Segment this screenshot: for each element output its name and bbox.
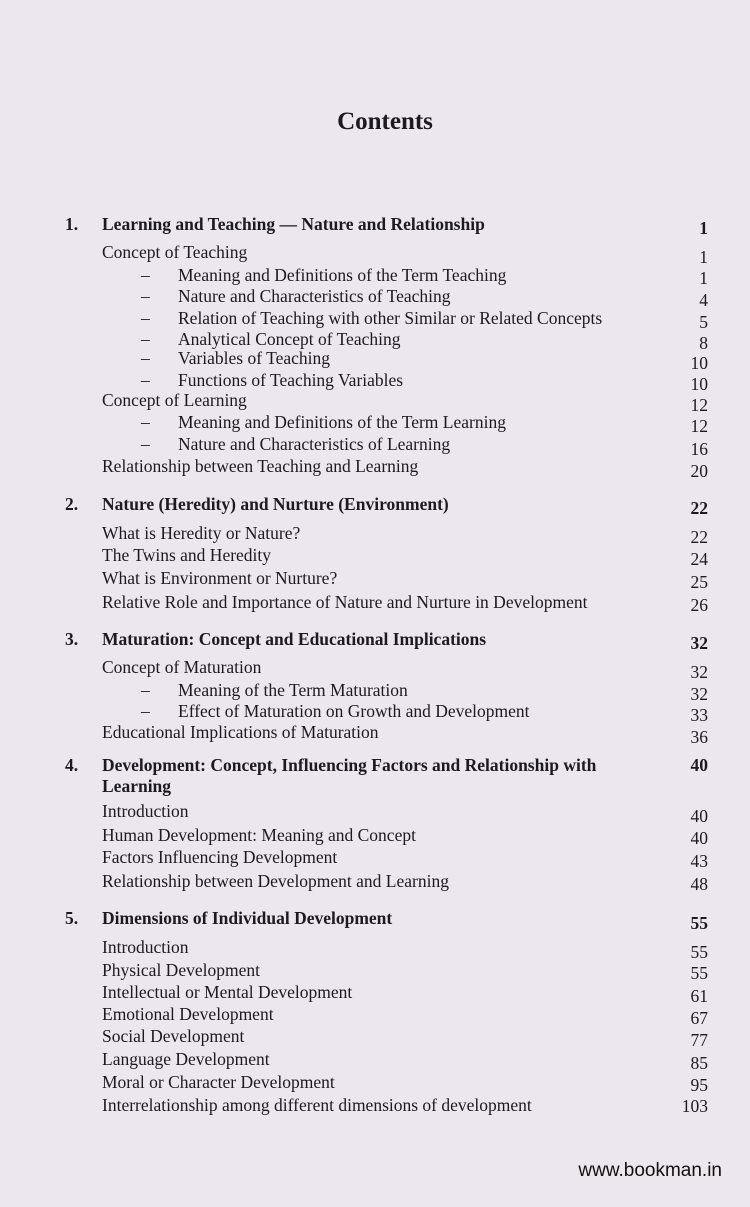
chapter-row [0, 493, 750, 518]
section-title: Interrelationship among different dimensions of development [102, 1095, 532, 1115]
chapter-page: 55 [690, 913, 708, 933]
section-page: 77 [690, 1030, 708, 1050]
dash-marker: – [141, 308, 150, 328]
section-row [0, 936, 750, 962]
subsection-row [0, 679, 750, 704]
subsection-row [0, 347, 750, 373]
subsection-page: 12 [690, 416, 708, 436]
section-row [0, 721, 750, 747]
section-page: 48 [690, 874, 708, 894]
chapter-title-continuation [0, 775, 750, 797]
chapter-title: Development: Concept, Influencing Factors and Relationship with [102, 755, 597, 775]
section-page: 22 [690, 527, 708, 547]
section-title: Introduction [102, 937, 189, 957]
section-page: 55 [690, 942, 708, 962]
section-title: The Twins and Heredity [102, 545, 272, 565]
chapter-number: 2. [65, 494, 79, 514]
dash-marker: – [141, 370, 150, 390]
section-page: 55 [690, 963, 708, 983]
subsection-title: Meaning of the Term Maturation [178, 680, 408, 700]
section-row [0, 567, 750, 592]
chapter-number: 3. [65, 629, 79, 649]
section-row [0, 1003, 750, 1028]
dash-marker: – [141, 265, 150, 285]
chapter-row [0, 754, 750, 776]
section-title: Factors Influencing Development [102, 847, 338, 867]
subsection-page: 5 [699, 312, 708, 332]
dash-marker: – [141, 286, 150, 306]
section-row [0, 455, 750, 481]
subsection-page: 32 [690, 684, 708, 704]
subsection-page: 10 [690, 353, 708, 373]
section-row [0, 241, 750, 267]
subsection-title: Relation of Teaching with other Similar or Related Concepts [178, 308, 603, 328]
section-row [0, 591, 750, 613]
section-title: Emotional Development [102, 1004, 274, 1024]
section-row [0, 1025, 750, 1050]
dash-marker: – [141, 680, 150, 700]
section-title: Social Development [102, 1026, 245, 1046]
subsection-page: 1 [699, 268, 708, 288]
section-row [0, 824, 750, 846]
section-title: Language Development [102, 1049, 270, 1069]
dash-marker: – [141, 348, 150, 368]
section-page: 61 [690, 986, 708, 1006]
chapter-row [0, 907, 750, 933]
chapter-title: Nature (Heredity) and Nurture (Environment) [102, 494, 449, 514]
section-title: Concept of Teaching [102, 242, 248, 262]
page-title: Contents [337, 108, 433, 135]
section-row [0, 1094, 750, 1116]
section-row [0, 981, 750, 1006]
chapter-page: 32 [690, 633, 708, 653]
section-title: Relationship between Development and Learning [102, 871, 449, 891]
section-page: 67 [690, 1008, 708, 1028]
section-title: Introduction [102, 801, 189, 821]
subsection-title: Nature and Characteristics of Teaching [178, 286, 451, 306]
dash-marker: – [141, 412, 150, 432]
subsection-page: 16 [690, 439, 708, 459]
subsection-row [0, 285, 750, 310]
subsection-title: Variables of Teaching [178, 348, 331, 368]
section-title: Concept of Maturation [102, 657, 262, 677]
subsection-page: 10 [690, 374, 708, 394]
section-row [0, 389, 750, 415]
publisher-url: www.bookman.in [578, 1160, 722, 1181]
section-row [0, 544, 750, 569]
section-page: 43 [690, 851, 708, 871]
section-title: Relationship between Teaching and Learning [102, 456, 419, 476]
subsection-title: Meaning and Definitions of the Term Teaching [178, 265, 507, 285]
subsection-row [0, 433, 750, 459]
section-title: Educational Implications of Maturation [102, 722, 379, 742]
section-page: 36 [690, 727, 708, 747]
subsection-title: Nature and Characteristics of Learning [178, 434, 451, 454]
subsection-title: Analytical Concept of Teaching [178, 329, 401, 349]
section-page: 40 [690, 806, 708, 826]
section-page: 20 [690, 461, 708, 481]
section-row [0, 870, 750, 892]
chapter-title-line-2: Learning [102, 776, 172, 796]
subsection-row [0, 700, 750, 725]
section-title: Relative Role and Importance of Nature and Nurture in Development [102, 592, 588, 612]
subsection-row [0, 307, 750, 332]
section-row [0, 1071, 750, 1093]
section-page: 26 [690, 595, 708, 615]
subsection-row [0, 411, 750, 436]
chapter-title: Dimensions of Individual Development [102, 908, 393, 928]
section-page: 103 [681, 1096, 708, 1116]
chapter-row [0, 628, 750, 653]
subsection-title: Effect of Maturation on Growth and Development [178, 701, 530, 721]
section-title: What is Heredity or Nature? [102, 523, 301, 543]
dash-marker: – [141, 329, 150, 349]
section-page: 12 [690, 395, 708, 415]
section-page: 24 [690, 549, 708, 569]
section-row [0, 522, 750, 547]
section-title: Concept of Learning [102, 390, 247, 410]
section-row [0, 800, 750, 826]
section-title: What is Environment or Nurture? [102, 568, 338, 588]
chapter-number: 4. [65, 755, 79, 775]
subsection-page: 4 [699, 290, 708, 310]
chapter-page: 1 [699, 218, 708, 238]
subsection-row [0, 264, 750, 286]
chapter-number: 1. [65, 214, 79, 234]
section-page: 85 [690, 1053, 708, 1073]
section-title: Intellectual or Mental Development [102, 982, 353, 1002]
section-title: Human Development: Meaning and Concept [102, 825, 416, 845]
subsection-title: Meaning and Definitions of the Term Learning [178, 412, 506, 432]
chapter-number: 5. [65, 908, 79, 928]
chapter-row [0, 213, 750, 238]
chapter-title: Learning and Teaching — Nature and Relationship [102, 214, 485, 234]
dash-marker: – [141, 434, 150, 454]
section-page: 1 [699, 247, 708, 267]
section-row [0, 846, 750, 871]
section-title: Physical Development [102, 960, 260, 980]
chapter-title: Maturation: Concept and Educational Implications [102, 629, 487, 649]
subsection-row [0, 369, 750, 394]
section-page: 32 [690, 662, 708, 682]
subsection-title: Functions of Teaching Variables [178, 370, 404, 390]
section-page: 25 [690, 572, 708, 592]
section-page: 95 [690, 1075, 708, 1095]
section-title: Moral or Character Development [102, 1072, 335, 1092]
chapter-page: 40 [690, 755, 708, 775]
section-row [0, 1048, 750, 1073]
section-page: 40 [690, 828, 708, 848]
chapter-page: 22 [690, 498, 708, 518]
subsection-page: 33 [690, 705, 708, 725]
section-row [0, 656, 750, 682]
dash-marker: – [141, 701, 150, 721]
section-row [0, 959, 750, 981]
subsection-page: 8 [699, 333, 708, 353]
